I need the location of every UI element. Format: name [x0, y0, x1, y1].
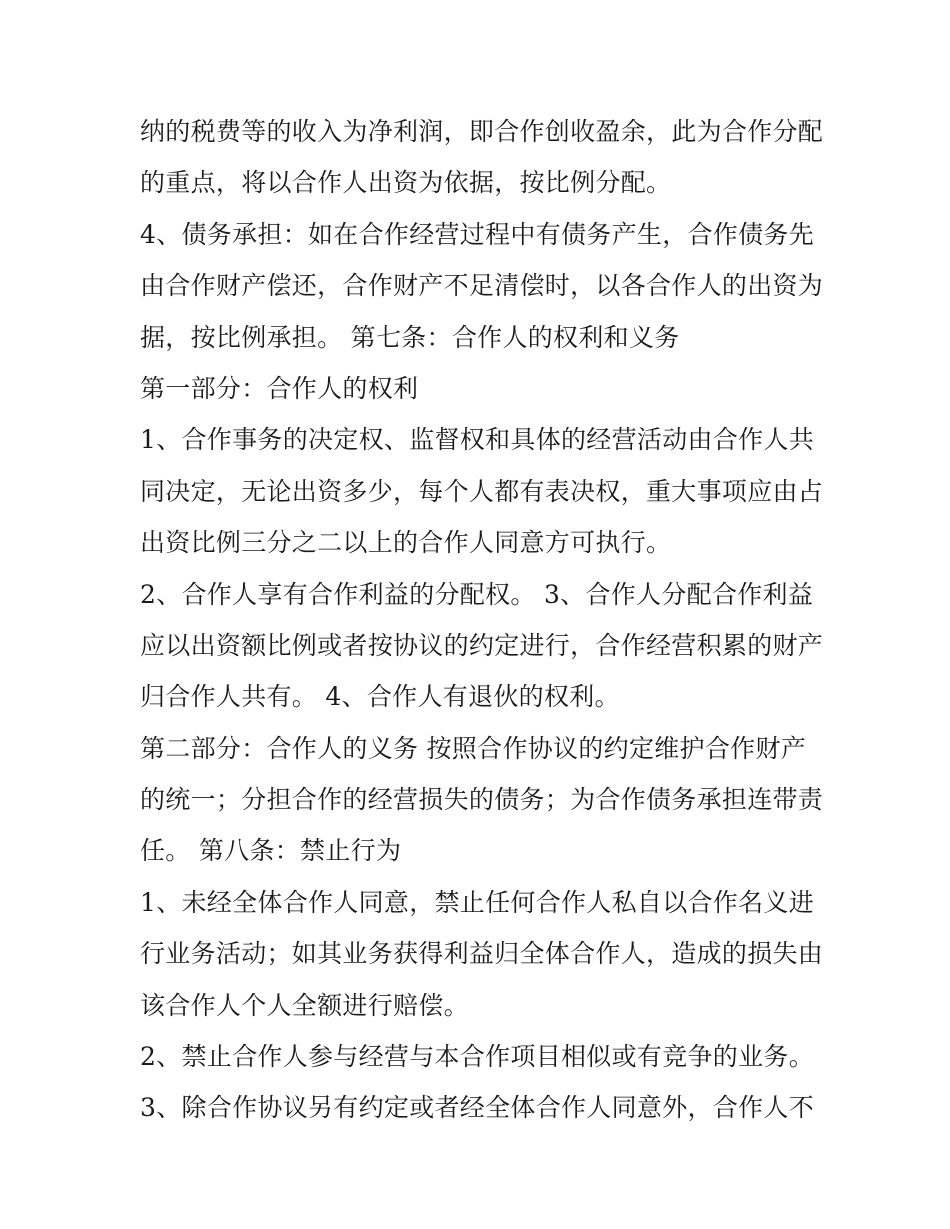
text-line: 4、债务承担：如在合作经营过程中有债务产生，合作债务先	[140, 219, 815, 249]
text-line: 的重点，将以合作人出资为依据，按比例分配。	[140, 168, 672, 198]
text-line: 据，按比例承担。 第七条：合作人的权利和义务	[140, 322, 680, 352]
text-line: 同决定，无论出资多少，每个人都有表决权，重大事项应由占	[140, 476, 824, 506]
text-line: 由合作财产偿还，合作财产不足清偿时，以各合作人的出资为	[140, 271, 824, 301]
text-line: 2、合作人享有合作利益的分配权。 3、合作人分配合作利益	[140, 579, 814, 609]
text-line: 归合作人共有。 4、合作人有退伙的权利。	[140, 682, 620, 712]
text-line: 3、除合作协议另有约定或者经全体合作人同意外，合作人不	[140, 1093, 815, 1123]
text-line: 的统一；分担合作的经营损失的债务；为合作债务承担连带责	[140, 785, 824, 815]
text-line: 出资比例三分之二以上的合作人同意方可执行。	[140, 528, 672, 558]
text-line: 2、禁止合作人参与经营与本合作项目相似或有竞争的业务。	[140, 1042, 815, 1072]
text-line: 任。 第八条：禁止行为	[140, 836, 402, 866]
document-body	[140, 106, 824, 1134]
text-line: 纳的税费等的收入为净利润，即合作创收盈余，此为合作分配	[140, 117, 824, 146]
text-line: 1、合作事务的决定权、监督权和具体的经营活动由合作人共	[140, 425, 815, 455]
text-line: 行业务活动；如其业务获得利益归全体合作人，造成的损失由	[140, 939, 824, 969]
text-line: 第二部分：合作人的义务 按照合作协议的约定维护合作财产	[140, 733, 807, 763]
section-heading: 第一部分：合作人的权利	[140, 373, 419, 403]
text-line: 该合作人个人全额进行赔偿。	[140, 990, 469, 1020]
text-line: 1、未经全体合作人同意，禁止任何合作人私自以合作名义进	[140, 887, 815, 917]
text-line: 应以出资额比例或者按协议的约定进行，合作经营积累的财产	[140, 630, 824, 660]
